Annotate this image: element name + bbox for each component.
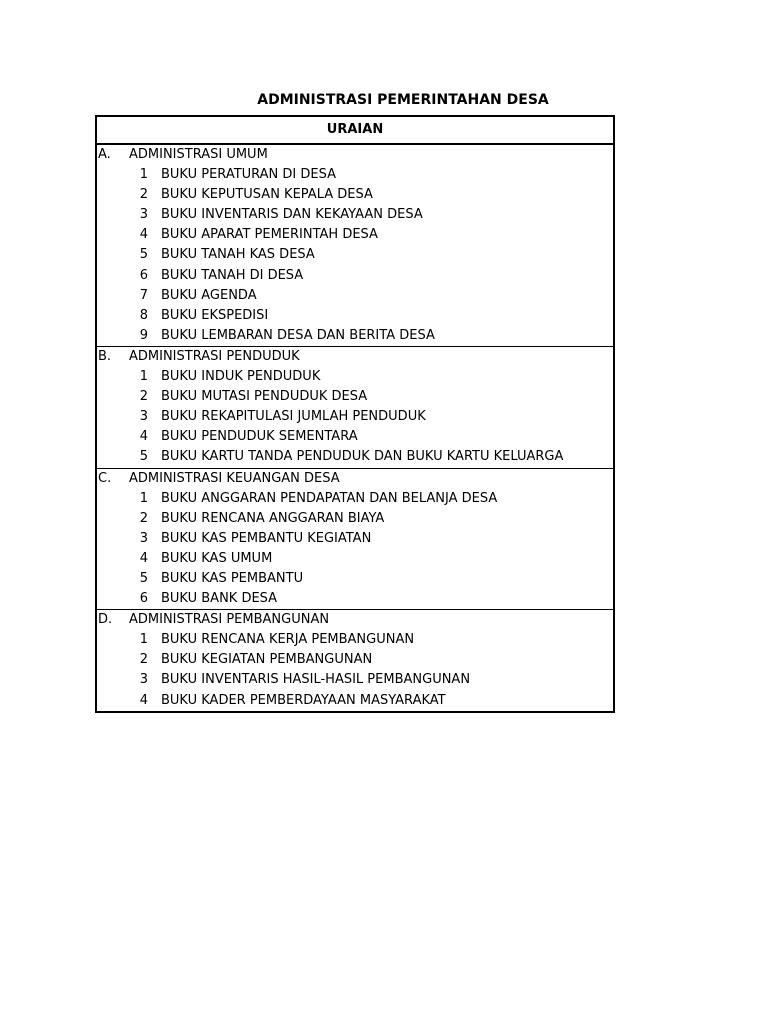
item-label: BUKU INVENTARIS DAN KEKAYAAN DESA <box>161 207 423 223</box>
item-number: 1 <box>139 167 148 183</box>
list-item <box>97 225 613 245</box>
list-item <box>97 165 613 185</box>
item-label: BUKU LEMBARAN DESA DAN BERITA DESA <box>161 327 435 343</box>
item-number: 3 <box>139 530 148 546</box>
item-number: 8 <box>139 307 148 323</box>
item-number: 2 <box>139 510 148 526</box>
item-label: BUKU PERATURAN DI DESA <box>161 167 336 183</box>
item-label: BUKU BANK DESA <box>161 591 278 607</box>
item-number: 4 <box>139 429 148 445</box>
item-label: BUKU KAS PEMBANTU KEGIATAN <box>161 530 372 546</box>
item-number: 3 <box>139 409 148 425</box>
section <box>97 145 613 346</box>
list-item <box>97 367 613 387</box>
item-number: 2 <box>139 389 148 405</box>
section-letter: D. <box>98 612 113 628</box>
item-label: BUKU RENCANA ANGGARAN BIAYA <box>161 510 385 526</box>
list-item <box>97 650 613 670</box>
section-letter: C. <box>98 470 112 486</box>
item-number: 5 <box>139 247 148 263</box>
item-label: BUKU INDUK PENDUDUK <box>161 369 321 385</box>
section-letter: B. <box>98 348 112 364</box>
item-label: BUKU KEGIATAN PEMBANGUNAN <box>161 652 373 668</box>
list-item <box>97 670 613 690</box>
item-number: 9 <box>139 327 148 343</box>
section-header-row <box>97 610 613 630</box>
section-title: ADMINISTRASI PENDUDUK <box>129 348 300 364</box>
item-number: 5 <box>139 570 148 586</box>
list-item <box>97 205 613 225</box>
section <box>97 468 613 610</box>
item-number: 6 <box>139 267 148 283</box>
table-header: URAIAN <box>97 117 613 145</box>
item-number: 4 <box>139 550 148 566</box>
item-label: BUKU PENDUDUK SEMENTARA <box>161 429 358 445</box>
item-label: BUKU TANAH DI DESA <box>161 267 304 283</box>
list-item <box>97 427 613 447</box>
page-title: ADMINISTRASI PEMERINTAHAN DESA <box>257 92 549 108</box>
item-number: 5 <box>139 449 148 465</box>
uraian-table <box>95 115 615 713</box>
list-item <box>97 589 613 609</box>
item-label: BUKU AGENDA <box>161 287 257 303</box>
item-number: 7 <box>139 287 148 303</box>
list-item <box>97 447 613 467</box>
list-item <box>97 549 613 569</box>
list-item <box>97 489 613 509</box>
list-item <box>97 691 613 711</box>
section-title: ADMINISTRASI UMUM <box>129 147 268 162</box>
item-number: 1 <box>139 369 148 385</box>
item-label: BUKU APARAT PEMERINTAH DESA <box>161 227 378 243</box>
item-label: BUKU KARTU TANDA PENDUDUK DAN BUKU KARTU KELUARGA <box>161 449 564 465</box>
section-header-row <box>97 145 613 165</box>
section <box>97 609 613 710</box>
item-number: 2 <box>139 187 148 203</box>
item-number: 4 <box>139 692 148 708</box>
section <box>97 346 613 468</box>
section-title: ADMINISTRASI PEMBANGUNAN <box>129 612 330 628</box>
item-label: BUKU ANGGARAN PENDAPATAN DAN BELANJA DESA <box>161 490 498 506</box>
item-number: 4 <box>139 227 148 243</box>
section-header-row <box>97 347 613 367</box>
section-letter: A. <box>98 147 111 162</box>
list-item <box>97 185 613 205</box>
list-item <box>97 286 613 306</box>
item-number: 3 <box>139 207 148 223</box>
item-label: BUKU EKSPEDISI <box>161 307 269 323</box>
section-header-row <box>97 469 613 489</box>
item-label: BUKU KEPUTUSAN KEPALA DESA <box>161 187 373 203</box>
list-item <box>97 326 613 346</box>
item-label: BUKU KAS UMUM <box>161 550 273 566</box>
item-label: BUKU MUTASI PENDUDUK DESA <box>161 389 368 405</box>
item-label: BUKU INVENTARIS HASIL-HASIL PEMBANGUNAN <box>161 672 471 688</box>
section-title: ADMINISTRASI KEUANGAN DESA <box>129 470 340 486</box>
list-item <box>97 529 613 549</box>
item-label: BUKU REKAPITULASI JUMLAH PENDUDUK <box>161 409 426 425</box>
item-number: 1 <box>139 490 148 506</box>
item-number: 2 <box>139 652 148 668</box>
list-item <box>97 387 613 407</box>
item-label: BUKU KAS PEMBANTU <box>161 570 304 586</box>
list-item <box>97 245 613 265</box>
item-number: 1 <box>139 632 148 648</box>
list-item <box>97 306 613 326</box>
item-label: BUKU TANAH KAS DESA <box>161 247 315 263</box>
list-item <box>97 266 613 286</box>
list-item <box>97 407 613 427</box>
item-number: 3 <box>139 672 148 688</box>
list-item <box>97 630 613 650</box>
list-item <box>97 569 613 589</box>
item-number: 6 <box>139 591 148 607</box>
item-label: BUKU KADER PEMBERDAYAAN MASYARAKAT <box>161 692 446 708</box>
item-label: BUKU RENCANA KERJA PEMBANGUNAN <box>161 632 415 648</box>
list-item <box>97 509 613 529</box>
